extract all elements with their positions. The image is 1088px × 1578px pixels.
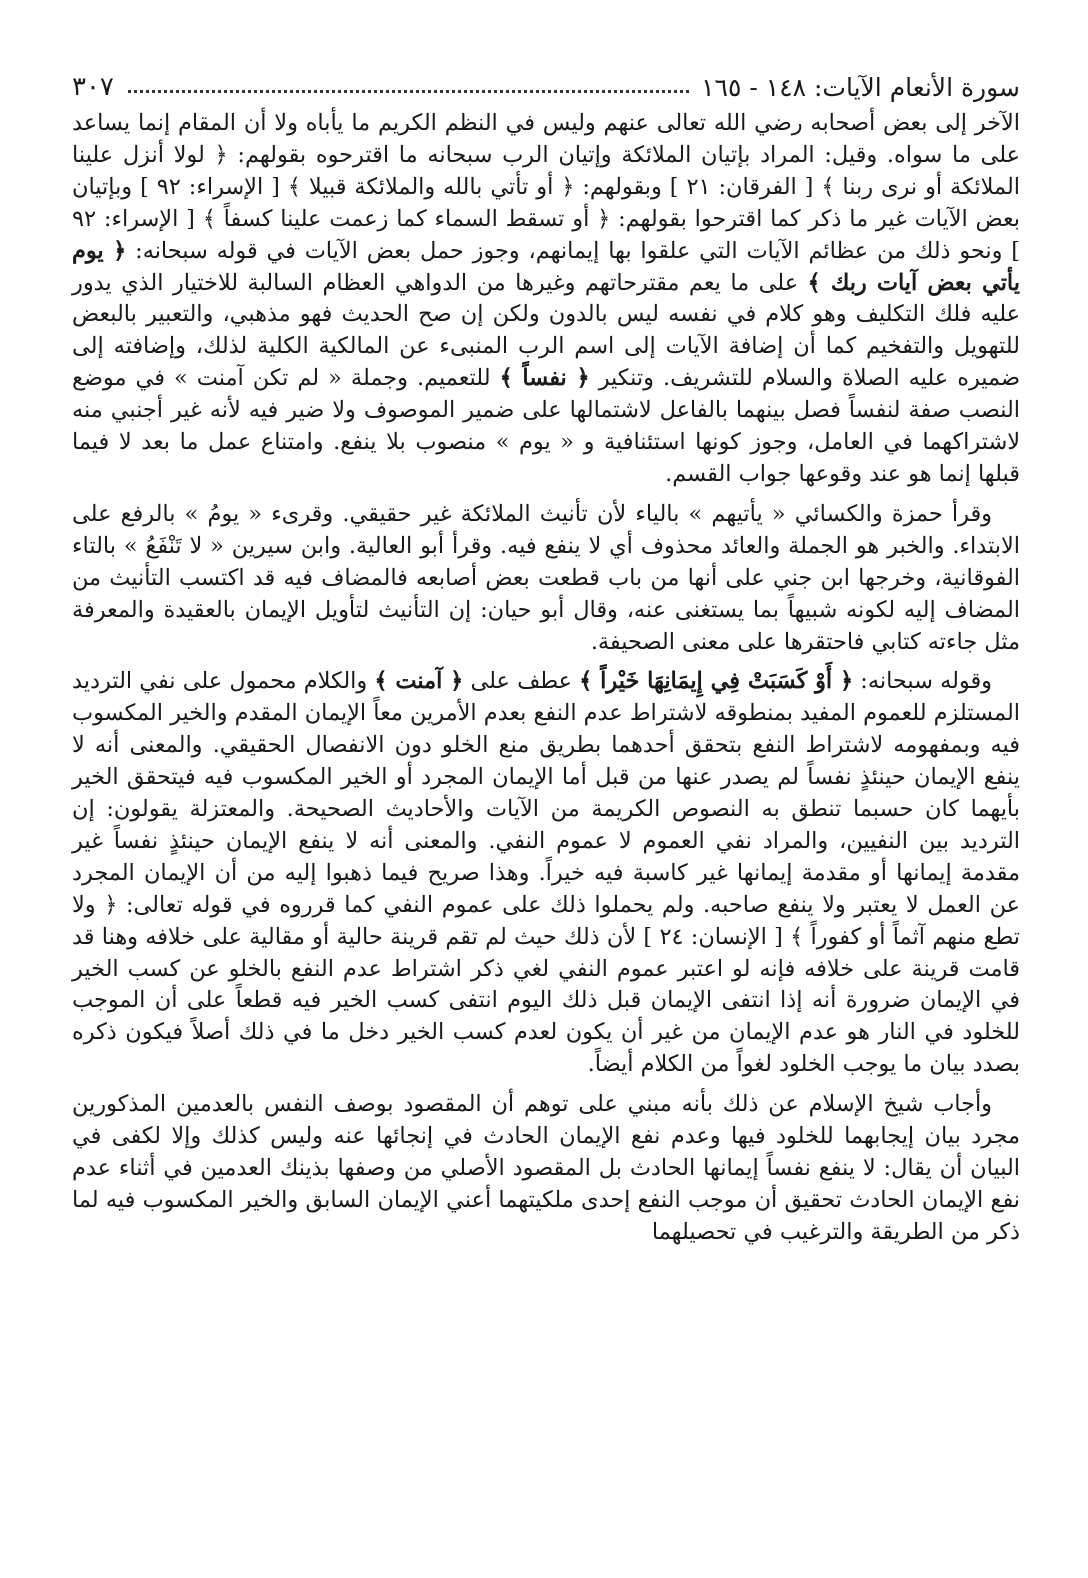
text-segment: وقوله سبحانه: <box>853 668 992 695</box>
text-segment: عطف على <box>463 668 580 695</box>
header-dotted-leader <box>128 90 689 93</box>
text-segment: على ما يعم مقترحاتهم وغيرها من الدواهي العظام السالبة للاختيار الذي يدور عليه فلك التكليف وهو كلام في نفسه ليس بالدون ولكن إن صح الحديث فهو مذهبي، والتعبير بالبعض للتهويل والتفخيم كما أن إضافة الآيات إلى اسم الرب المنبىء عن المالكية الكلية لذلك، وإضافته إلى ضميره عليه الصلاة والسلام للتشريف. وتنكير <box>72 269 1021 392</box>
text-segment: وقرأ حمزة والكسائي « يأتيهم » بالياء لأن تأنيث الملائكة غير حقيقي. وقرىء « يومُ » بالرفع على الابتداء. والخبر هو الجملة والعائد محذوف أي لا ينفع فيه. وقرأ أبو العالية. وابن سيرين « لا تَنْفَعُ » بالتاء الفوقانية، وخرجها ابن جني على أنها من باب قطعت بعض أصابعه فالمضاف فيه قد اكتسب التأنيث من المضاف إليه لكونه شبيهاً بما يستغنى عنه، وقال أبو حيان: إن التأنيث لتأويل الإيمان بالعقيدة والمعرفة مثل جاءته كتابي فاحتقرها على معنى الصحيفة. <box>72 500 1020 655</box>
paragraph-1 <box>72 108 1020 491</box>
quran-quote-bold: ﴿ أَوْ كَسَبَتْ فِي إِيمَانِهَا خَيْراً ﴾ <box>579 668 854 695</box>
text-segment: للتعميم. وجملة « لم تكن آمنت » في موضع النصب صفة لنفساً فصل بينهما بالفاعل لاشتمالها على ضمير الموصوف ولا ضير فيه لأنه غير أجنبي منه لاشتراكهما في العامل، وجوز كونها استئنافية و « يوم » منصوب بلا ينفع. وامتناع عمل ما بعد لا فيما قبلها إنما هو عند وقوعها جواب القسم. <box>72 365 1020 487</box>
text-segment: وأجاب شيخ الإسلام عن ذلك بأنه مبني على توهم أن المقصود بوصف النفس بالعدمين المذكورين مجرد بيان إيجابهما للخلود فيها وعدم نفع الإيمان الحادث في إنجائها عنه وليس كذلك وإلا لكفى في البيان أن يقال: لا ينفع نفساً إيمانها الحادث بل المقصود الأصلي من وصفها بذينك العدمين في أثناء عدم نفع الإيمان الحادث تحقيق أن موجب النفع إحدى ملكيتهما أعني الإيمان السابق والخير المكسوب فيه لما ذكر من الطريقة والترغيب في تحصيلهما <box>72 1091 1020 1245</box>
quran-quote-bold: ﴿ آمنت ﴾ <box>374 668 464 695</box>
page-body <box>72 108 1020 1249</box>
paragraph-2 <box>72 499 1020 659</box>
surah-title: سورة الأنعام الآيات: ١٤٨ - ١٦٥ <box>701 73 1020 102</box>
paragraph-3 <box>72 666 1020 1081</box>
page-header <box>72 62 1020 102</box>
text-segment: الآخر إلى بعض أصحابه رضي الله تعالى عنهم وليس في النظم الكريم ما يأباه ولا أن المقام إنما يساعد على ما سواه. وقيل: المراد بإتيان الملائكة وإتيان الرب سبحانه ما اقترحوه بقولهم: ﴿ لولا أنزل علينا الملائكة أو نرى ربنا ﴾ [ الفرقان: ٢١ ] وبقولهم: ﴿ أو تأتي بالله والملائكة قبيلا ﴾ [ الإسراء: ٩٢ ] وبإتيان بعض الآيات غير ما ذكر كما اقترحوا بقولهم: ﴿ أو تسقط السماء كما زعمت علينا كسفاً ﴾ [ الإسراء: ٩٢ ] ونحو ذلك من عظائم الآيات التي علقوا بها إيمانهم، وجوز حمل بعض الآيات في قوله سبحانه: <box>72 110 1021 264</box>
quran-quote-bold: ﴿ يوم يأتي بعض آيات ربك ﴾ <box>72 237 1020 296</box>
quran-quote-bold: ﴿ نفساً ﴾ <box>499 365 590 392</box>
paragraph-4 <box>72 1089 1020 1249</box>
page-number: ٣٠٧ <box>72 72 114 102</box>
text-segment: والكلام محمول على نفي الترديد المستلزم للعموم المفيد بمنطوقه لاشتراط عدم النفع بعدم الأمرين معاً الإيمان المقدم والخير المكسوب فيه وبمفهومه لاشتراط النفع بتحقق أحدهما بطريق منع الخلو دون الانفصال الحقيقي. والمعنى أنه لا ينفع الإيمان حينئذٍ نفساً لم يصدر عنها من قبل أما الإيمان المجرد أو الخير المكسوب فيه فيتحقق الخير بأيهما كان حسبما تنطق به النصوص الكريمة من الآيات والأحاديث الصحيحة. والمعتزلة يقولون: إن الترديد بين النفيين، والمراد نفي العموم لا عموم النفي. والمعنى أنه لا ينفع الإيمان حينئذٍ نفساً غير مقدمة إيمانها أو مقدمة إيمانها غير كاسبة فيه خيراً. وهذا صريح فيما ذهبوا إليه من أن الإيمان المجرد عن العمل لا يعتبر ولا ينفع صاحبه. ولم يحملوا ذلك على عموم النفي كما قرروه في قوله تعالى: ﴿ ولا تطع منهم آثماً أو كفوراً ﴾ [ الإنسان: ٢٤ ] لأن ذلك حيث لم تقم قرينة حالية أو مقالية على خلافه وهنا قد قامت قرينة على خلافه فإنه لو اعتبر عموم النفي لغي ذكر اشتراط عدم النفع بالخلو عن كسب الخير في الإيمان ضرورة أنه إذا انتفى الإيمان قبل ذلك اليوم انتفى كسب الخير فيه قطعاً على أن الموجب للخلود في النار هو عدم الإيمان من غير أن يكون لعدم كسب الخير دخل ما في ذلك أصلاً فيكون ذكره بصدد بيان ما يوجب الخلود لغواً من الكلام أيضاً. <box>72 668 1020 1078</box>
